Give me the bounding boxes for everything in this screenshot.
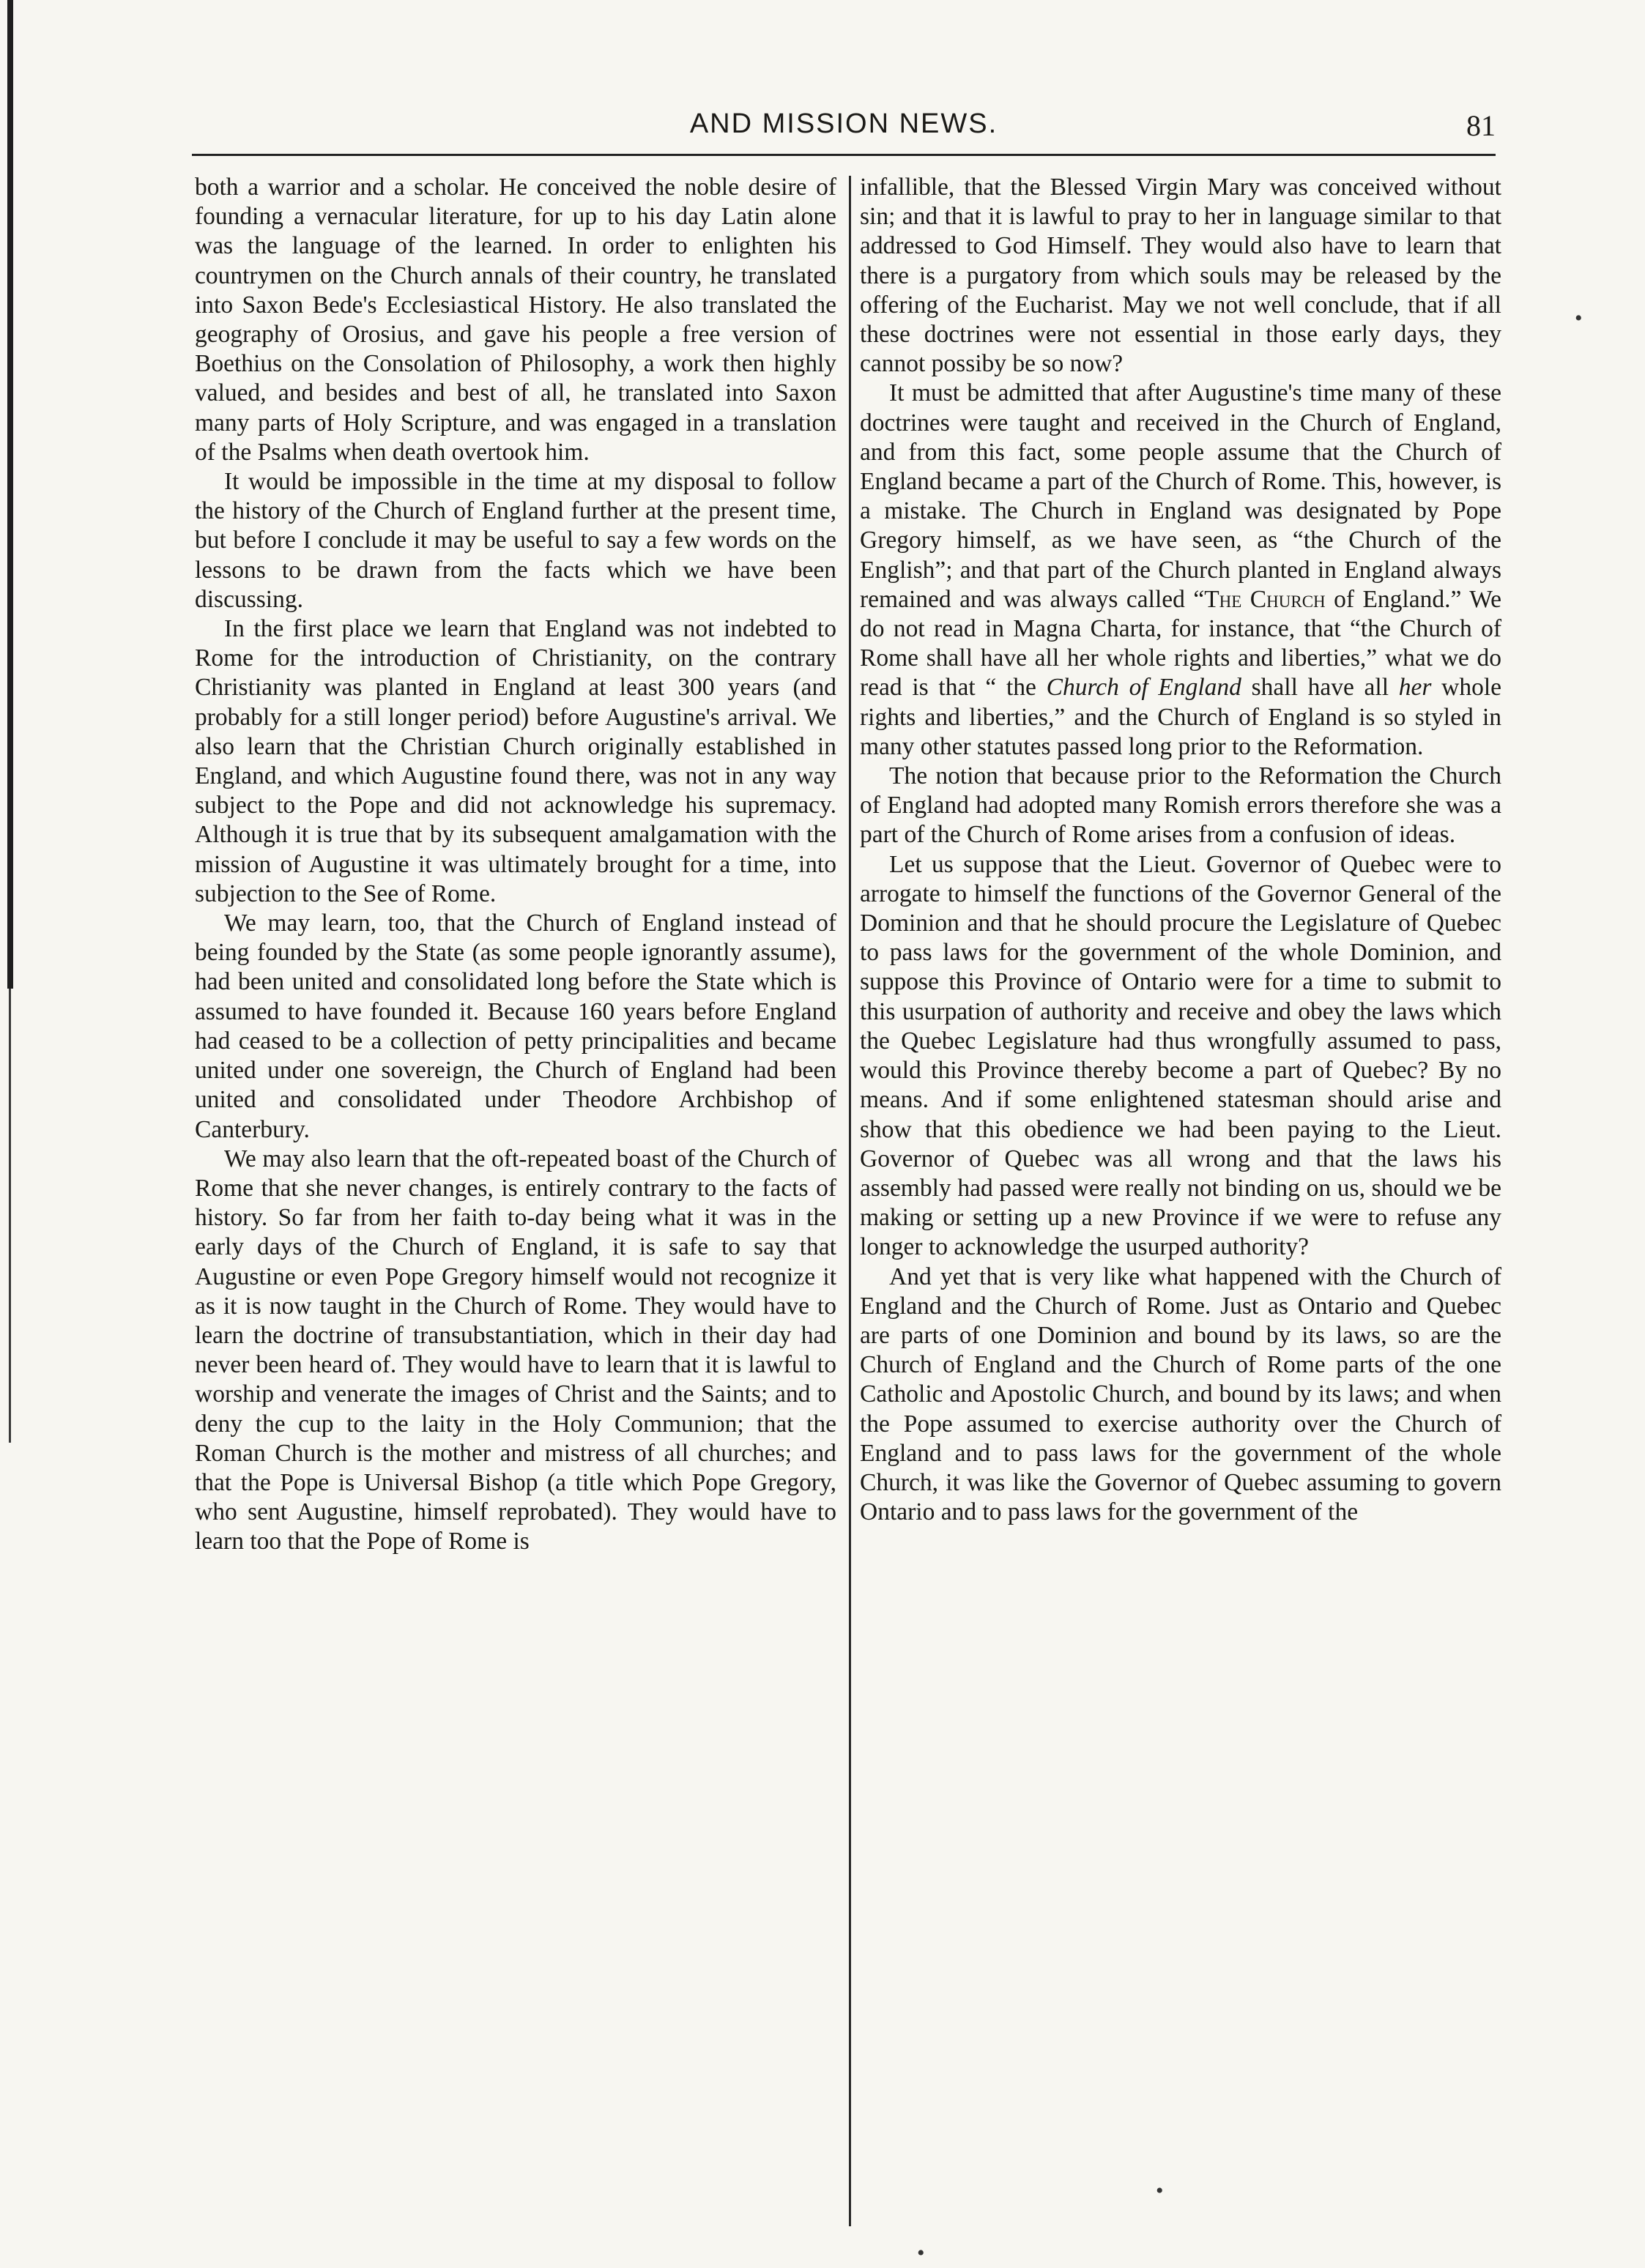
stray-mark: • bbox=[1156, 2179, 1164, 2203]
paragraph: both a warrior and a scholar. He conceived the noble desire of founding a vernacular literature, for up to his day Latin alone was the language of the learned. In order to enlighten his countrymen on the Church annals of their country, he translated into Saxon Bede's Ecclesiastical History. He also translated the geography of Orosius, and gave his people a free version of Boethius on the Consolation of Philosophy, a work then highly valued, and besides and best of all, he translated into Saxon many parts of Holy Scripture, and was engaged in a translation of the Psalms when death overtook him. bbox=[195, 174, 836, 466]
text-run: It must be admitted that after Augustine's time many of these doctrines were taught and received in the Church of England, and from this fact, some people assume that the Church of England became a part of the Church of Rome. This, however, is a mistake. The Church in England was designated by Pope Gregory himself, as we have seen, as “the Church of the English”; and that part of the Church planted in England always remained and was always called “ bbox=[860, 379, 1501, 613]
column-divider bbox=[849, 176, 851, 2226]
header-rule bbox=[192, 154, 1496, 156]
paragraph: The notion that because prior to the Reformation the Church of England had adopted many Romish errors therefore she was a part of the Church of Rome arises from a confusion of ideas. bbox=[860, 762, 1501, 849]
paragraph: In the first place we learn that England was not indebted to Rome for the introduction of Christianity, on the contrary Christianity was planted in England at least 300 years (and probably for a still longer period) before Augustine's arrival. We also learn that the Christian Church originally established in England, and which Augustine found there, was not in any way subject to the Pope and did not acknowledge his supremacy. Although it is true that by its subsequent amalgamation with the mission of Augustine it was ultimately brought for a time, into subjection to the See of Rome. bbox=[195, 615, 836, 907]
paragraph: infallible, that the Blessed Virgin Mary was conceived without sin; and that it is lawful to pray to her in language similar to that addressed to God Himself. They would also have to learn that there is a purgatory from which souls may be released by the offering of the Eucharist. May we not well conclude, that if all these doctrines were not essential in those early days, they cannot possiby be so now? bbox=[860, 174, 1501, 378]
right-column bbox=[860, 173, 1501, 1527]
page-header bbox=[192, 103, 1496, 154]
paragraph: We may also learn that the oft-repeated boast of the Church of Rome that she never changes, is entirely contrary to the facts of history. So far from her faith to-day being what it was in the early days of the Church of England, it is safe to say that Augustine or even Pope Gregory himself would not recognize it as it is now taught in the Church of Rome. They would have to learn the doctrine of transubstantiation, which in their day had never been heard of. They would have to learn that it is lawful to worship and venerate the images of Christ and the Saints; and to deny the cup to the laity in the Holy Communion; that the Roman Church is the mother and mistress of all churches; and that the Pope is Universal Bishop (a title which Pope Gregory, who sent Augustine, himself reprobated). They would have to learn too that the Pope of Rome is bbox=[195, 1145, 836, 1555]
small-caps-run: The Church bbox=[1204, 585, 1326, 613]
stray-mark: • bbox=[917, 2241, 925, 2265]
paragraph bbox=[860, 379, 1501, 762]
italic-run: Church of England bbox=[1046, 674, 1241, 702]
stray-mark: • bbox=[1575, 306, 1583, 330]
page-number: 81 bbox=[1466, 109, 1496, 142]
text-run: shall have all bbox=[1241, 674, 1399, 702]
scan-binding-edge-lower bbox=[9, 989, 11, 1443]
paragraph: It would be impossible in the time at my disposal to follow the history of the Church of England further at the present time, but before I conclude it may be useful to say a few words on the lessons to be drawn from the facts which we have been discussing. bbox=[195, 468, 836, 613]
left-column bbox=[195, 173, 836, 1557]
scan-binding-edge bbox=[7, 0, 13, 989]
text-run: whole rights and liberties,” and the Church of England is so styled in many other statutes passed long prior to the Reformation. bbox=[860, 674, 1501, 760]
running-title: AND MISSION NEWS. bbox=[689, 108, 998, 139]
paragraph: Let us suppose that the Lieut. Governor of Quebec were to arrogate to himself the functions of the Governor General of the Dominion and that he should procure the Legislature of Quebec to pass laws for the government of the whole Dominion, and suppose this Province of Ontario were for a time to submit to this usurpation of authority and receive and obey the laws which the Quebec Legislature had thus wrongfully assumed to pass, would this Province thereby become a part of Quebec? By no means. And if some enlightened statesman should arise and show that this obedience we had been paying to the Lieut. Governor of Quebec was all wrong and that the laws his assembly had passed were really not binding on us, should we be making or setting up a new Province if we were to refuse any longer to acknowledge the usurped authority? bbox=[860, 850, 1501, 1261]
text-run: of England.” We do not read in Magna Charta, for instance, that “the Church of Rome shall have all her whole rights and liberties,” what we do read is that “ the bbox=[860, 585, 1501, 702]
italic-run: her bbox=[1398, 674, 1432, 702]
paragraph: We may learn, too, that the Church of England instead of being founded by the State (as some people ignorantly assume), had been united and consolidated long before the State which is assumed to have founded it. Because 160 years before England had ceased to be a collection of petty principalities and became united under one sovereign, the Church of England had been united and consolidated under Theodore Archbishop of Canterbury. bbox=[195, 910, 836, 1143]
paragraph: And yet that is very like what happened with the Church of England and the Church of Rome. Just as Ontario and Quebec are parts of one Dominion and bound by its laws, so are the Church of England and the Church of Rome parts of the one Catholic and Apostolic Church, and bound by its laws; and when the Pope assumed to exercise authority over the Church of England and to pass laws for the government of the whole Church, it was like the Governor of Quebec assuming to govern Ontario and to pass laws for the government of the bbox=[860, 1263, 1501, 1526]
